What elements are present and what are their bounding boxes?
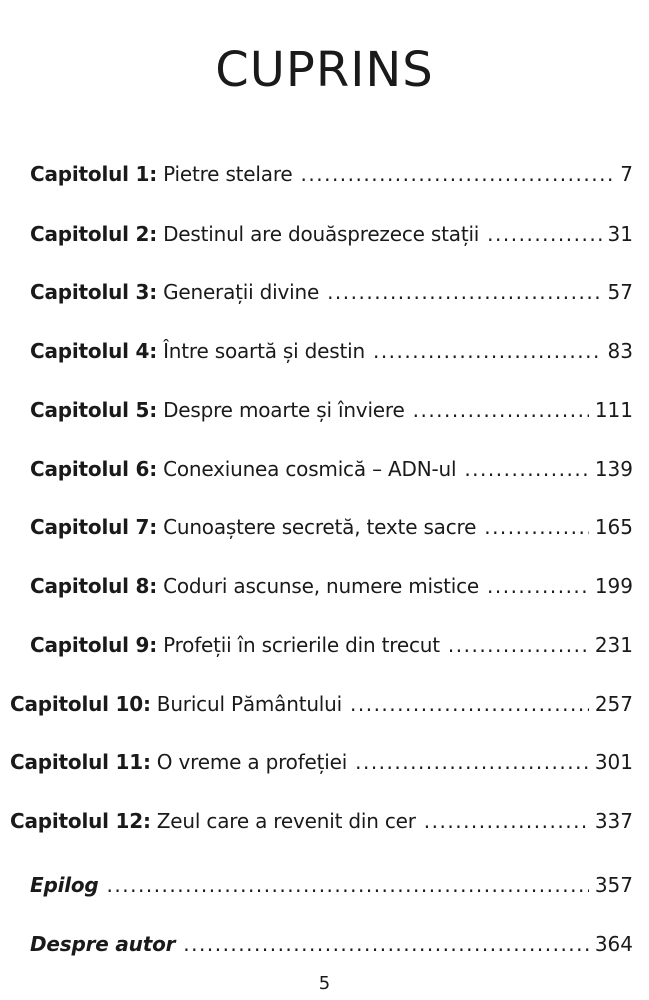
chapter-page: 301 <box>594 750 633 774</box>
dot-leader <box>350 690 589 718</box>
chapter-label: Capitolul 6: <box>30 457 158 481</box>
toc-entry-chapter-2[interactable] <box>30 220 633 248</box>
section-page: 364 <box>594 932 633 956</box>
toc-entry-chapter-10[interactable] <box>10 690 633 718</box>
chapter-label: Capitolul 8: <box>30 574 158 598</box>
chapter-label: Capitolul 10: <box>10 692 151 716</box>
chapter-label: Capitolul 9: <box>30 633 158 657</box>
dot-leader <box>487 220 601 248</box>
dot-leader <box>413 396 589 424</box>
chapter-label: Capitolul 5: <box>30 398 158 422</box>
chapter-label: Capitolul 2: <box>30 222 158 246</box>
chapter-page: 337 <box>594 809 633 833</box>
chapter-label: Capitolul 1: <box>30 162 158 186</box>
toc-entry-chapter-4[interactable] <box>30 337 633 365</box>
chapter-page: 7 <box>620 162 633 186</box>
chapter-title: Coduri ascunse, numere mistice <box>163 574 479 598</box>
chapter-page: 231 <box>594 633 633 657</box>
page-title: CUPRINS <box>215 42 434 99</box>
toc-entry-chapter-11[interactable] <box>10 748 633 776</box>
dot-leader <box>464 455 588 483</box>
chapter-label: Capitolul 4: <box>30 339 158 363</box>
chapter-page: 165 <box>594 515 633 539</box>
chapter-title: Destinul are douăsprezece stații <box>163 222 480 246</box>
chapter-page: 199 <box>594 574 633 598</box>
section-title: Despre autor <box>30 932 176 956</box>
chapter-label: Capitolul 7: <box>30 515 158 539</box>
toc-entry-chapter-6[interactable] <box>30 455 633 483</box>
dot-leader <box>355 748 589 776</box>
dot-leader <box>373 337 602 365</box>
chapter-title: Despre moarte și înviere <box>163 398 405 422</box>
toc-entry-chapter-1[interactable] <box>30 160 633 188</box>
toc-entry-chapter-9[interactable] <box>30 631 633 659</box>
dot-leader <box>487 572 589 600</box>
chapter-title: Generații divine <box>163 280 320 304</box>
chapter-page: 111 <box>594 398 633 422</box>
chapter-label: Capitolul 3: <box>30 280 158 304</box>
chapter-title: Conexiunea cosmică – ADN-ul <box>163 457 457 481</box>
section-title: Epilog <box>30 873 99 897</box>
chapter-label: Capitolul 11: <box>10 750 151 774</box>
chapter-page: 57 <box>607 280 633 304</box>
dot-leader <box>183 930 589 958</box>
toc-entry-chapter-8[interactable] <box>30 572 633 600</box>
toc-entry-chapter-3[interactable] <box>30 278 633 306</box>
dot-leader <box>301 160 615 188</box>
chapter-title: Cunoaștere secretă, texte sacre <box>163 515 477 539</box>
page-number: 5 <box>318 973 331 994</box>
chapter-label: Capitolul 12: <box>10 809 151 833</box>
chapter-page: 139 <box>594 457 633 481</box>
toc-entry-chapter-7[interactable] <box>30 513 633 541</box>
chapter-title: O vreme a profeției <box>156 750 348 774</box>
dot-leader <box>448 631 589 659</box>
chapter-title: Pietre stelare <box>163 162 293 186</box>
chapter-page: 31 <box>607 222 633 246</box>
toc-entry-chapter-12[interactable] <box>10 807 633 835</box>
chapter-page: 257 <box>594 692 633 716</box>
toc-entry-epilog[interactable] <box>30 871 633 899</box>
chapter-title: Buricul Pământului <box>156 692 342 716</box>
dot-leader <box>424 807 589 835</box>
chapter-title: Profeții în scrierile din trecut <box>163 633 440 657</box>
dot-leader <box>484 513 589 541</box>
chapter-title: Zeul care a revenit din cer <box>156 809 416 833</box>
dot-leader <box>107 871 589 899</box>
toc-entry-chapter-5[interactable] <box>30 396 633 424</box>
dot-leader <box>327 278 601 306</box>
chapter-page: 83 <box>607 339 633 363</box>
chapter-title: Între soartă și destin <box>163 339 365 363</box>
toc-entry-about-author[interactable] <box>30 930 633 958</box>
section-page: 357 <box>594 873 633 897</box>
